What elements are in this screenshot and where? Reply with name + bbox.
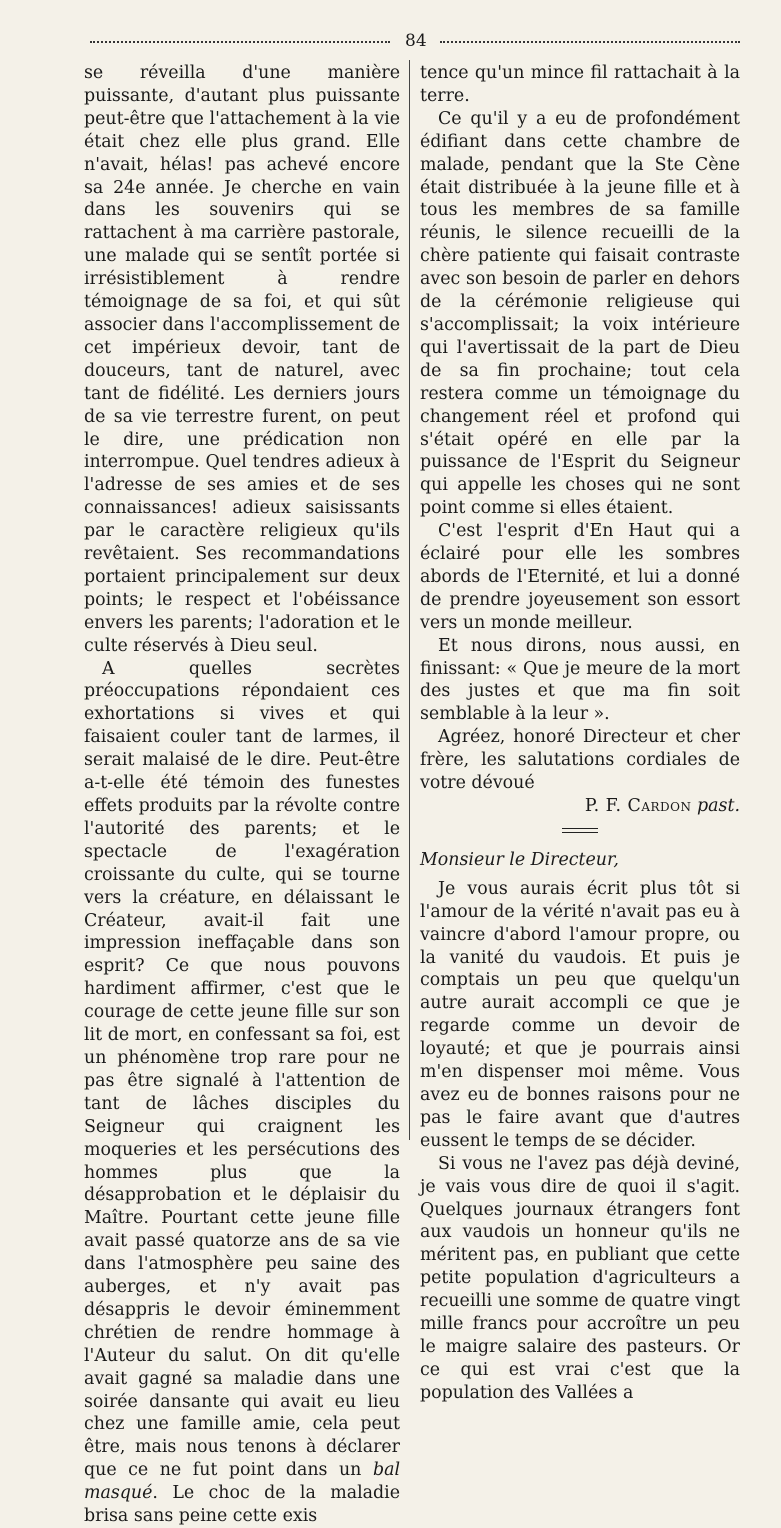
column-divider	[409, 60, 410, 1140]
paragraph-text: . Le choc de la maladie brisa sans peine cette exis	[84, 1483, 400, 1527]
paragraph: Si vous ne l'avez pas déjà deviné, je vais vous dire de quoi il s'agit. Quelques journaux étrangers font aux vaudois un honneur qu'ils ne méritent pas, en publiant que cette petite population d'agriculteurs a recueilli une somme de quatre vingt mille francs pour accroître un peu le maigre salaire des pasteurs. Or ce qui est vrai c'est que la population des Vallées a	[420, 1153, 740, 1403]
paragraph-text: A quelles secrètes préoccupations répondaient ces exhortations si vives et qui faisaient couler tant de larmes, il serait malaisé de le dire. Peut-être a-t-elle été témoin des funestes effets produits par la révolte contre l'autorité des parents; et le spectacle de l'exagération croissante du culte, qui se tourne vers la créature, en délaissant le Créateur, avait-il fait une impression ineffaçable dans son esprit? Ce que nous pouvons hardiment affirmer, c'est que le courage de cette jeune fille sur son lit de mort, en confessant sa foi, est un phénomène trop rare pour ne pas être signalé à l'attention de tant de lâches disciples du Seigneur qui craignent les moqueries et les persécutions des hommes plus que la désapprobation et le déplaisir du Maître. Pourtant cette jeune fille avait passé quatorze ans de sa vie dans l'atmosphère peu saine des auberges, et n'y avait pas désappris le devoir éminemment chrétien de rendre hommage à l'Auteur du salut. On dit qu'elle avait gagné sa maladie dans une soirée dansante qui avait eu lieu chez une famille amie, cela peut être, mais nous tenons à déclarer que ce ne fut point dans un	[84, 658, 400, 1481]
left-column	[84, 62, 400, 1528]
header-rule-right	[440, 41, 740, 43]
header-rule-left	[90, 41, 390, 43]
page-number: 84	[405, 31, 427, 51]
paragraph: Agréez, honoré Directeur et cher frère, les salutations cordiales de votre dévoué	[420, 727, 740, 794]
signature	[420, 795, 740, 818]
paragraph: Et nous dirons, nous aussi, en finissant: « Que je meure de la mort des justes et que ma fin soit semblable à la leur ».	[420, 635, 740, 725]
paragraph: Ce qu'il y a eu de profondément édifiant dans cette chambre de malade, pendant que la Ste Cène était distribuée à la jeune fille et à tous les membres de sa famille réunis, le silence recueilli de la chère patiente qui faisait contraste avec son besoin de parler en dehors de la cérémonie religieuse qui s'accomplissait; la voix intérieure qui l'avertissait de la part de Dieu de sa fin prochaine; tout cela restera comme un témoignage du changement réel et profond qui s'était opéré en elle par la puissance de l'Esprit du Seigneur qui appelle les choses qui ne sont point comme si elles étaient.	[420, 108, 740, 519]
section-separator	[562, 828, 598, 833]
paragraph	[84, 658, 400, 1528]
paragraph: se réveilla d'une manière puissante, d'autant plus puissante peut-être que l'attachement à la vie était chez elle plus grand. Elle n'avait, hélas! pas achevé encore sa 24e année. Je cherche en vain dans les souvenirs qui se rattachent à ma carrière pastorale, une malade qui se sentît portée si irrésistiblement à rendre témoignage de sa foi, et qui sût associer dans l'accomplissement de cet impérieux devoir, tant de douceurs, tant de naturel, avec tant de fidélité. Les derniers jours de sa vie terrestre furent, on peut le dire, une prédication non interrompue. Quel tendres adieux à l'adresse de ses amies et de ses connaissances! adieux saisissants par le caractère religieux qu'ils revêtaient. Ses recommandations portaient principalement sur deux points; le respect et l'obéissance envers les parents; l'adoration et le culte réservés à Dieu seul.	[84, 63, 400, 656]
paragraph: C'est l'esprit d'En Haut qui a éclairé pour elle les sombres abords de l'Eternité, et lui a donné de prendre joyeusement son essort vers un monde meilleur.	[420, 521, 740, 633]
signature-name: P. F. Cardon	[584, 796, 692, 816]
page-header	[90, 30, 740, 52]
right-column	[420, 62, 740, 1405]
letter-salutation: Monsieur le Directeur,	[420, 849, 619, 870]
paragraph: tence qu'un mince fil rattachait à la terre.	[420, 63, 740, 106]
signature-role: past.	[697, 796, 740, 816]
paragraph: Je vous aurais écrit plus tôt si l'amour de la vérité n'avait pas eu à vaincre d'abord l'amour propre, ou la vanité du vaudois. Et puis je comptais un peu que quelqu'un autre aurait accompli ce que je regarde comme un devoir de loyauté; et que je pourrais ainsi m'en dispenser moi même. Vous avez eu de bonnes raisons pour ne pas le faire avant que d'autres eussent le temps de se décider.	[420, 878, 740, 1151]
emphasis-text: bal masqué	[84, 1460, 400, 1504]
